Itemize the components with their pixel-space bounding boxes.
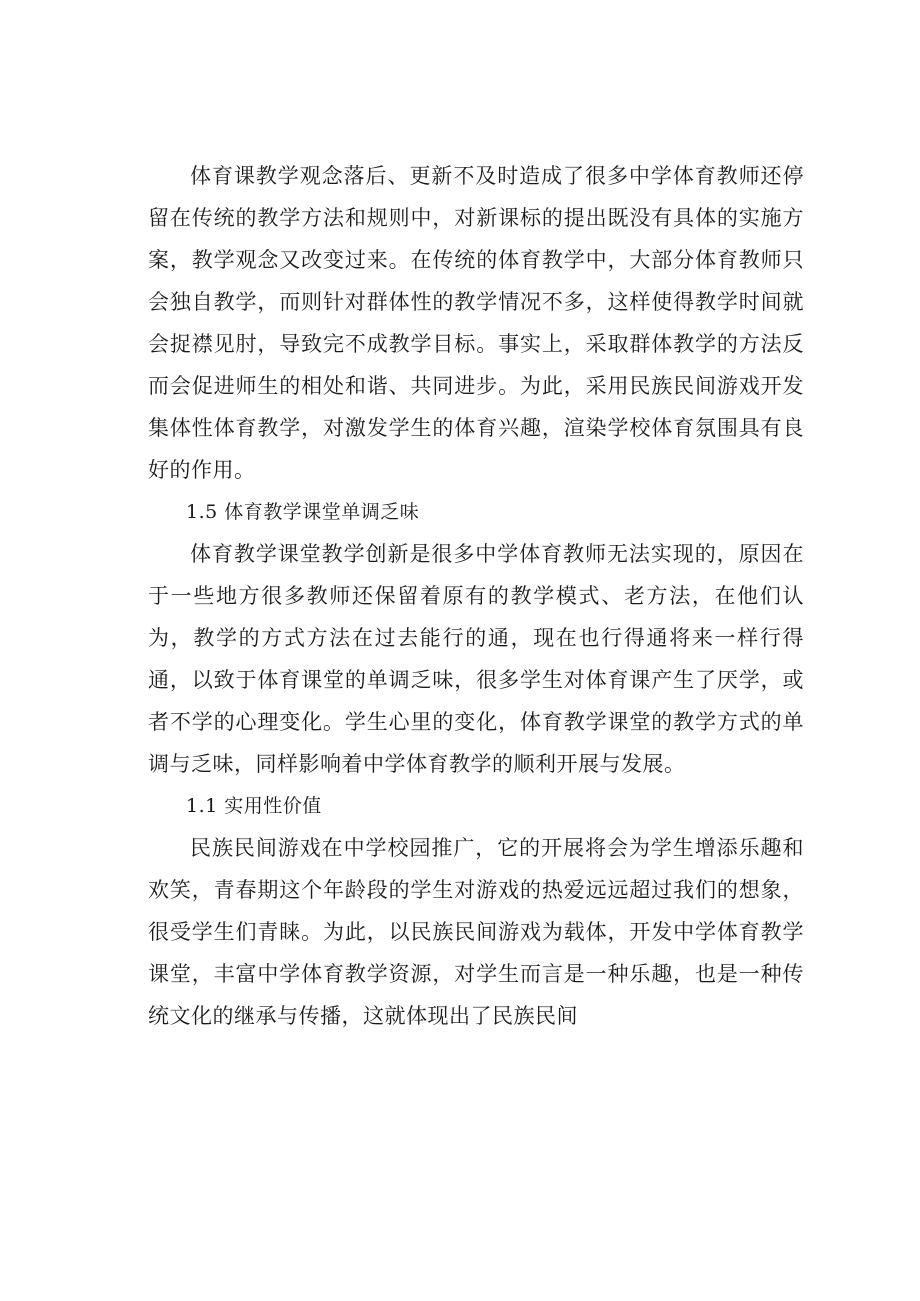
section-heading: 1.5 体育教学课堂单调乏味 [186,501,420,523]
paragraph: 体育教学课堂教学创新是很多中学体育教师无法实现的，原因在于一些地方很多教师还保留着原有的教学模式、老方法，在他们认为，教学的方式方法在过去能行的通，现在也行得通将来一样行得通，以致于体育课堂的单调乏味，很多学生对体育课产生了厌学，或者不学的心理变化。学生心里的变化，体育教学课堂的教学方式的单调与乏味，同样影响着中学体育教学的顺利开展与发展。 [148,542,804,776]
section-heading: 1.1 实用性价值 [186,795,322,817]
paragraph: 体育课教学观念落后、更新不及时造成了很多中学体育教师还停留在传统的教学方法和规则中，对新课标的提出既没有具体的实施方案，教学观念又改变过来。在传统的体育教学中，大部分体育教师只会独自教学，而则针对群体性的教学情况不多，这样使得教学时间就会捉襟见肘，导致完不成教学目标。事实上，采取群体教学的方法反而会促进师生的相处和谐、共同进步。为此，采用民族民间游戏开发集体性体育教学，对激发学生的体育兴趣，渲染学校体育氛围具有良好的作用。 [148,164,804,482]
document-body [148,155,804,1037]
paragraph: 民族民间游戏在中学校园推广，它的开展将会为学生增添乐趣和欢笑，青春期这个年龄段的学生对游戏的热爱远远超过我们的想象，很受学生们青睐。为此，以民族民间游戏为载体，开发中学体育教学课堂，丰富中学体育教学资源，对学生而言是一种乐趣，也是一种传统文化的继承与传播，这就体现出了民族民间 [148,836,804,1028]
